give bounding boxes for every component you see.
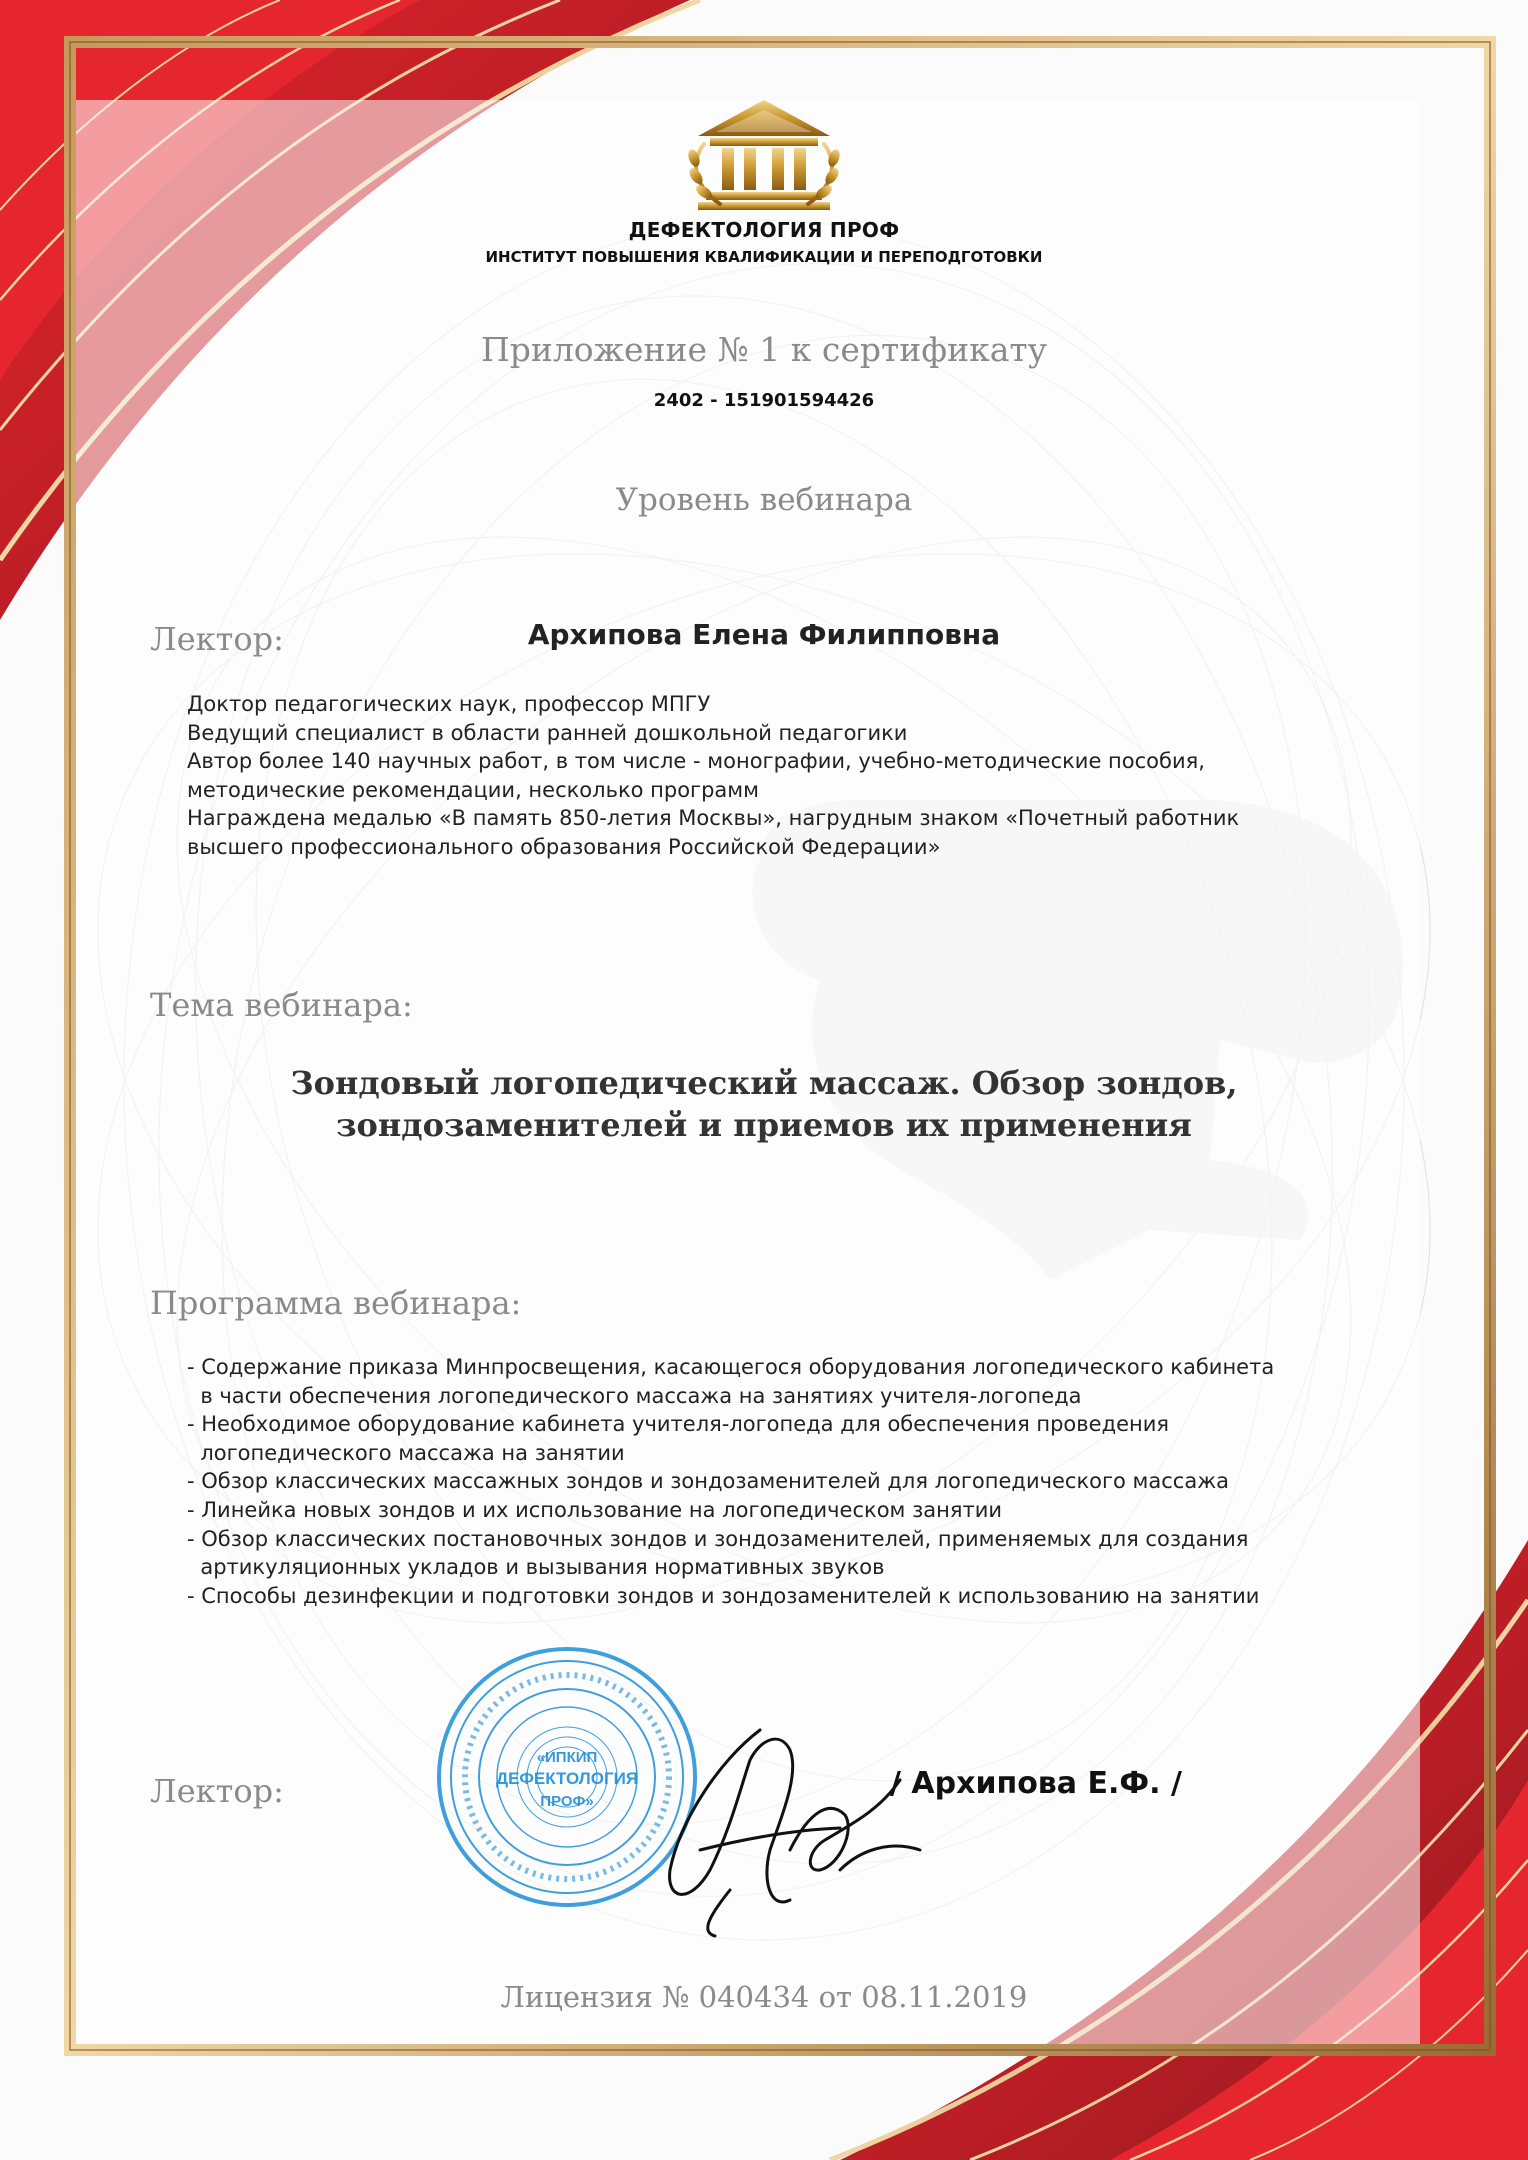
svg-text:ПРОФ»: ПРОФ» <box>540 1793 594 1810</box>
building-with-laurels-icon <box>684 96 844 214</box>
program-line: - Необходимое оборудование кабинета учителя-логопеда для обеспечения проведения <box>187 1412 1170 1437</box>
lecturer-name: Архипова Елена Филипповна <box>527 618 1001 651</box>
bio-line: высшего профессионального образования Российской Федерации» <box>187 834 941 859</box>
institute-subtitle: ИНСТИТУТ ПОВЫШЕНИЯ КВАЛИФИКАЦИИ И ПЕРЕПОДГОТОВКИ <box>485 248 1043 266</box>
bio-line: Ведущий специалист в области ранней дошкольной педагогики <box>187 720 908 745</box>
bio-line: Доктор педагогических наук, профессор МПГУ <box>187 692 711 716</box>
bio-line: Автор более 140 научных работ, в том числе - монографии, учебно-методические пособия, <box>187 749 1205 774</box>
program-line: - Обзор классических постановочных зондов и зондозаменителей, применяемых для создания <box>187 1526 1249 1551</box>
webinar-topic <box>250 1062 1278 1146</box>
program-line: в части обеспечения логопедического массажа на занятиях учителя-логопеда <box>187 1383 1082 1408</box>
topic-line: Зондовый логопедический массаж. Обзор зондов, <box>290 1064 1238 1102</box>
bio-line: Награждена медалью «В память 850-летия Москвы», нагрудным знаком «Почетный работник <box>187 806 1240 831</box>
program-line: - Обзор классических массажных зондов и зондозаменителей для логопедического массажа <box>187 1469 1230 1494</box>
institute-name: ДЕФЕКТОЛОГИЯ ПРОФ <box>628 218 900 242</box>
program-label: Программа вебинара: <box>150 1284 522 1322</box>
svg-text:ДЕФЕКТОЛОГИЯ: ДЕФЕКТОЛОГИЯ <box>495 1769 639 1788</box>
license-info: Лицензия № 040434 от 08.11.2019 <box>500 1980 1028 2014</box>
program-line: артикуляционных укладов и вызывания нормативных звуков <box>187 1555 885 1580</box>
program-line: - Способы дезинфекции и подготовки зондов и зондозаменителей к использованию на занятии <box>187 1583 1260 1608</box>
appendix-title: Приложение № 1 к сертификату <box>480 330 1048 369</box>
bio-line: методические рекомендации, несколько программ <box>187 777 759 802</box>
svg-text:«ИПКИП: «ИПКИП <box>536 1749 598 1766</box>
certificate-number: 2402 - 151901594426 <box>653 390 875 411</box>
signer-name: / Архипова Е.Ф. / <box>890 1766 1182 1801</box>
program-line: логопедического массажа на занятии <box>187 1440 625 1465</box>
program-list <box>187 1353 1367 1610</box>
webinar-level: Уровень вебинара <box>615 482 913 518</box>
lecturer-bio <box>187 690 1337 862</box>
topic-label: Тема вебинара: <box>150 986 413 1024</box>
lecturer-label: Лектор: <box>150 620 284 658</box>
program-line: - Содержание приказа Минпросвещения, касающегося оборудования логопедического кабинета <box>187 1355 1275 1379</box>
topic-line: зондозаменителей и приемов их применения <box>336 1106 1192 1144</box>
program-line: - Линейка новых зондов и их использование на логопедическом занятии <box>187 1497 1002 1522</box>
handwritten-signature <box>640 1700 930 1940</box>
signature-lecturer-label: Лектор: <box>150 1772 284 1810</box>
